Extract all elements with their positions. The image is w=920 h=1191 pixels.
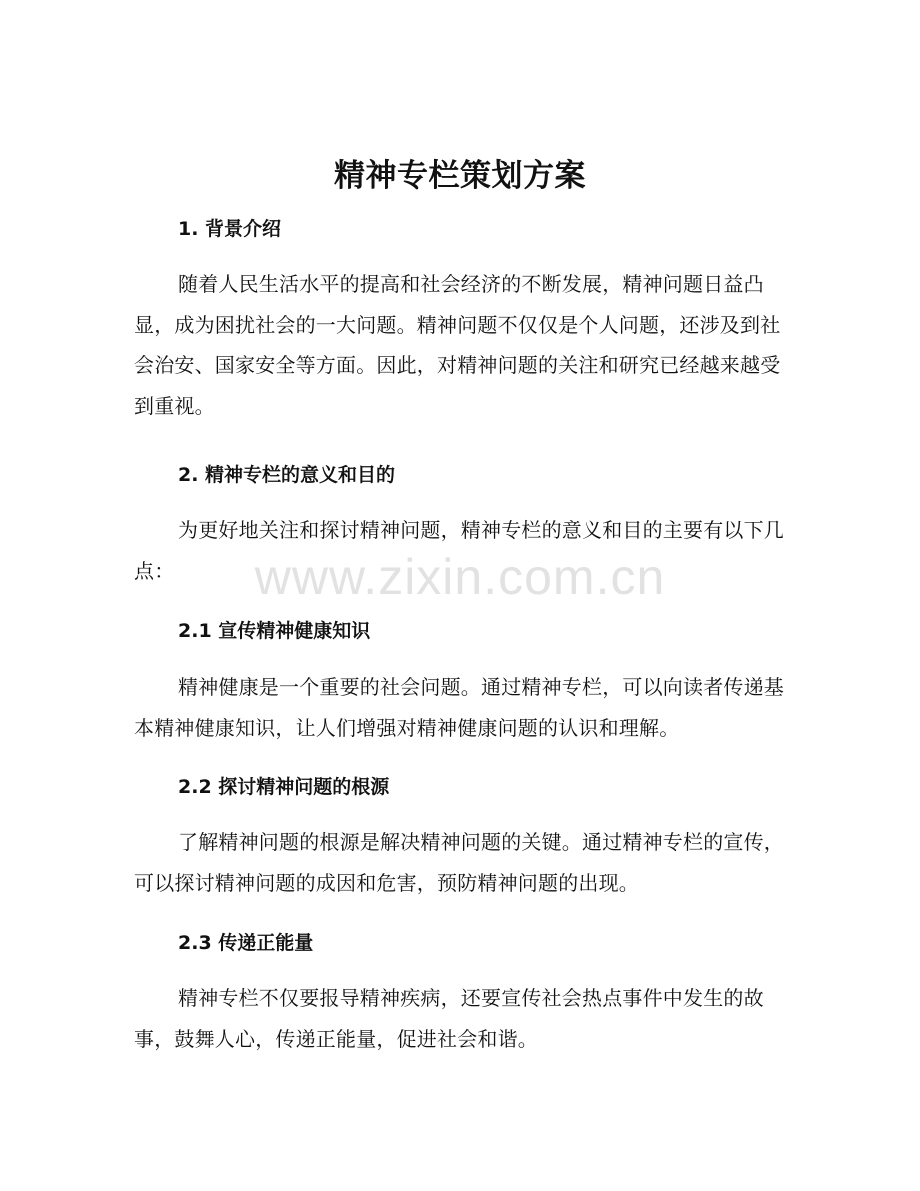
document-title: 精神专栏策划方案 — [334, 158, 586, 194]
section-body-positive-energy: 精神专栏不仅要报导精神疾病，还要宣传社会热点事件中发生的故事，鼓舞人心，传递正能量，促进社会和谐。 — [134, 986, 764, 1051]
section-heading-background: 1. 背景介绍 — [178, 218, 282, 240]
watermark-text: www.zixin.com.cn — [254, 549, 666, 605]
section-body-purpose: 为更好地关注和探讨精神问题，精神专栏的意义和目的主要有以下几点： — [134, 518, 784, 583]
section-body-knowledge: 精神健康是一个重要的社会问题。通过精神专栏，可以向读者传递基本精神健康知识，让人们增强对精神健康问题的认识和理解。 — [134, 675, 784, 740]
section-heading-purpose: 2. 精神专栏的意义和目的 — [178, 464, 396, 486]
section-body-background: 随着人民生活水平的提高和社会经济的不断发展，精神问题日益凸显，成为困扰社会的一大问题。精神问题不仅仅是个人问题，还涉及到社会治安、国家安全等方面。因此，对精神问题的关注和研究已经越来越受到重视。 — [134, 272, 781, 418]
section-body-root-cause: 了解精神问题的根源是解决精神问题的关键。通过精神专栏的宣传，可以探讨精神问题的成因和危害，预防精神问题的出现。 — [134, 830, 784, 895]
section-heading-root-cause: 2.2 探讨精神问题的根源 — [178, 776, 390, 798]
section-heading-knowledge: 2.1 宣传精神健康知识 — [178, 620, 371, 642]
section-heading-positive-energy: 2.3 传递正能量 — [178, 932, 314, 954]
